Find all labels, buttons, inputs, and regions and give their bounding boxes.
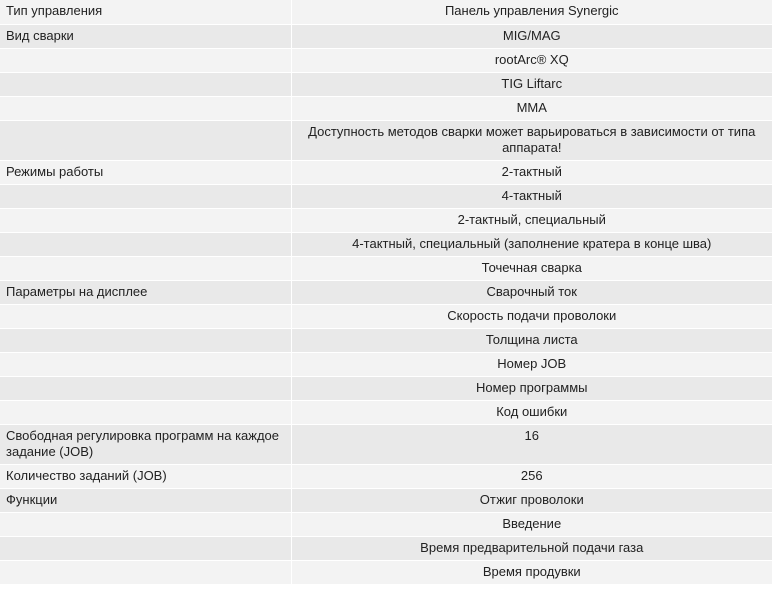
table-row (0, 304, 772, 328)
row-label (0, 96, 291, 120)
table-row (0, 232, 772, 256)
table-row (0, 48, 772, 72)
row-label: Тип управления (0, 0, 291, 24)
table-row-free-program-adjustment (0, 424, 772, 464)
row-label (0, 400, 291, 424)
row-value: Время продувки (291, 560, 772, 584)
row-label (0, 184, 291, 208)
table-row (0, 208, 772, 232)
row-value: Панель управления Synergic (291, 0, 772, 24)
row-label (0, 512, 291, 536)
table-row (0, 400, 772, 424)
row-value: Сварочный ток (291, 280, 772, 304)
row-value: 256 (291, 464, 772, 488)
row-label (0, 328, 291, 352)
row-label (0, 120, 291, 160)
row-value: 2-тактный, специальный (291, 208, 772, 232)
row-label: Количество заданий (JOB) (0, 464, 291, 488)
row-label (0, 560, 291, 584)
row-label (0, 208, 291, 232)
row-label: Параметры на дисплее (0, 280, 291, 304)
row-label (0, 72, 291, 96)
row-value: Доступность методов сварки может варьироваться в зависимости от типа аппарата! (291, 120, 772, 160)
row-label: Свободная регулировка программ на каждое задание (JOB) (0, 424, 291, 464)
row-value: Отжиг проволоки (291, 488, 772, 512)
row-value: Точечная сварка (291, 256, 772, 280)
row-value: rootArc® XQ (291, 48, 772, 72)
row-label (0, 536, 291, 560)
table-row-welding-type (0, 24, 772, 48)
table-row (0, 376, 772, 400)
table-row (0, 96, 772, 120)
row-value: Номер программы (291, 376, 772, 400)
table-row (0, 512, 772, 536)
row-value: 4-тактный, специальный (заполнение кратера в конце шва) (291, 232, 772, 256)
table-row-functions (0, 488, 772, 512)
table-row (0, 536, 772, 560)
table-row (0, 352, 772, 376)
row-label (0, 48, 291, 72)
row-label (0, 304, 291, 328)
row-label (0, 376, 291, 400)
row-value: 16 (291, 424, 772, 464)
row-value: Время предварительной подачи газа (291, 536, 772, 560)
row-label: Режимы работы (0, 160, 291, 184)
row-value: MIG/MAG (291, 24, 772, 48)
row-value: Код ошибки (291, 400, 772, 424)
table-row (0, 560, 772, 584)
table-row-operating-modes (0, 160, 772, 184)
row-value: 2-тактный (291, 160, 772, 184)
table-row (0, 328, 772, 352)
table-row (0, 184, 772, 208)
table-row-control-type (0, 0, 772, 24)
row-value: Номер JOB (291, 352, 772, 376)
table-row-display-parameters (0, 280, 772, 304)
table-row (0, 72, 772, 96)
row-label (0, 256, 291, 280)
row-value: 4-тактный (291, 184, 772, 208)
row-value: MMA (291, 96, 772, 120)
row-label (0, 352, 291, 376)
row-label: Вид сварки (0, 24, 291, 48)
row-label: Функции (0, 488, 291, 512)
table-row-job-count (0, 464, 772, 488)
row-label (0, 232, 291, 256)
table-row (0, 256, 772, 280)
row-value: TIG Liftarc (291, 72, 772, 96)
row-value: Скорость подачи проволоки (291, 304, 772, 328)
row-value: Толщина листа (291, 328, 772, 352)
table-row-availability-note (0, 120, 772, 160)
row-value: Введение (291, 512, 772, 536)
